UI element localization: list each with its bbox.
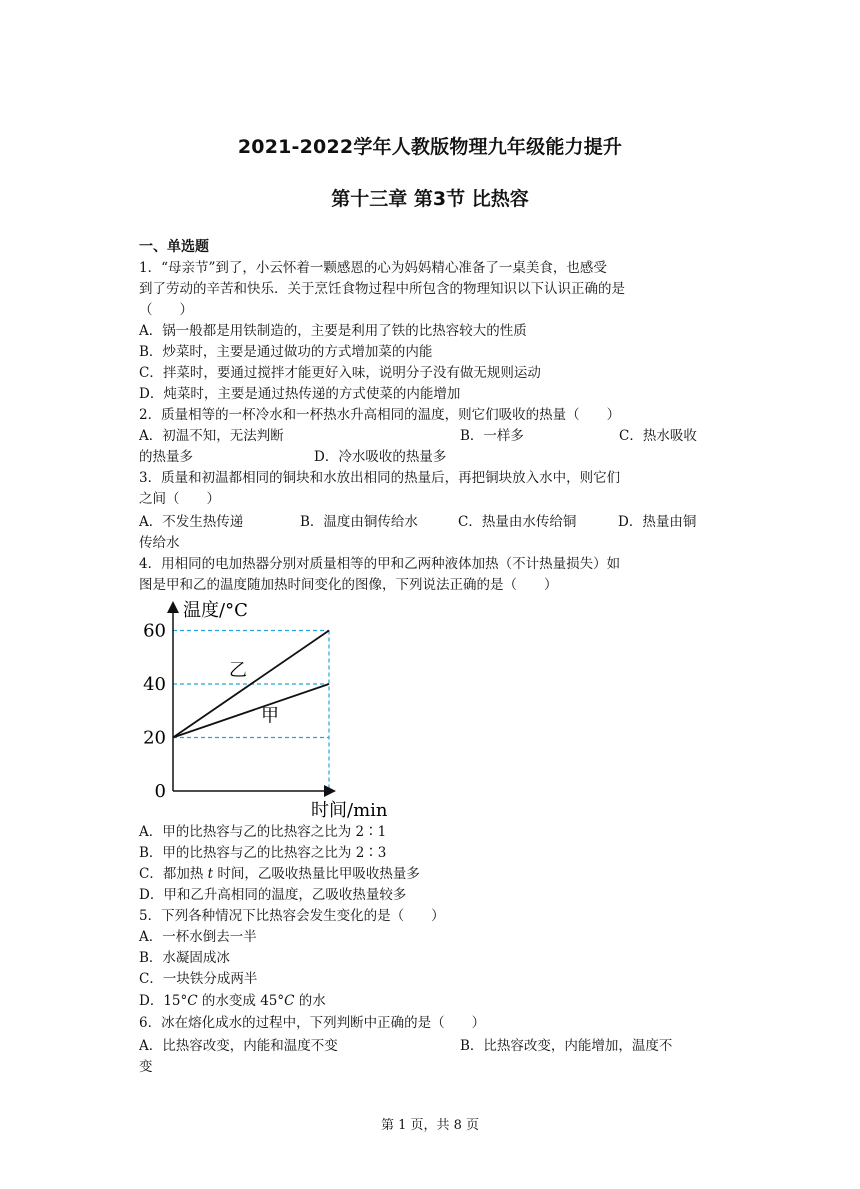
x-axis-label: 时间/min [311,800,388,821]
q5-stem: 5．下列各种情况下比热容会发生变化的是（ ） [139,908,445,924]
section-heading: 一、单选题 [139,239,209,255]
y-tick-label-60: 60 [143,620,166,642]
q2-option-b: B．一样多 [460,428,524,444]
q3-stem-line2: 之间（ ） [139,491,220,507]
q3-option-d: D．热量由铜 [618,514,697,530]
q6-option-b: B．比热容改变，内能增加，温度不 [460,1038,673,1054]
series-line-2 [173,684,329,738]
temperature-time-chart [139,598,399,823]
q5-option-d-middle: 的水变成 [197,993,261,1009]
series-label-1: 乙 [229,659,247,681]
q4-option-c [139,864,420,884]
q3-option-d-continued: 传给水 [139,535,180,551]
q6-stem: 6．冰在熔化成水的过程中，下列判断中正确的是（ ） [139,1015,486,1031]
q3-option-c: C．热量由水传给铜 [458,514,577,530]
q3-option-a: A．不发生热传递 [139,514,244,530]
q4-option-c-variable: t [207,866,214,882]
q4-option-c-suffix: 时间，乙吸收热量比甲吸收热量多 [213,866,420,882]
document-subtitle: 第十三章 第3节 比热容 [331,188,529,210]
q1-stem-line2: 到了劳动的辛苦和快乐．关于烹饪食物过程中所包含的物理知识以下认识正确的是 [139,281,625,297]
q6-option-a: A．比热容改变，内能和温度不变 [139,1038,338,1054]
q5-option-d-unit2: °C [277,993,295,1009]
q5-option-a: A．一杯水倒去一半 [139,929,257,945]
q2-stem: 2．质量相等的一杯冷水和一杯热水升高相同的温度，则它们吸收的热量（ ） [139,407,621,423]
q5-option-b: B．水凝固成冰 [139,950,230,966]
q5-option-d-prefix: D． [139,993,164,1009]
y-tick-label-40: 40 [143,674,166,695]
q2-option-d: D．冷水吸收的热量多 [314,449,447,465]
q1-option-d: D．炖菜时，主要是通过热传递的方式使菜的内能增加 [139,386,461,402]
q4-option-d: D．甲和乙升高相同的温度，乙吸收热量较多 [139,887,407,903]
q4-option-b: B．甲的比热容与乙的比热容之比为 2∶3 [139,845,387,861]
q5-option-d-suffix: 的水 [294,993,326,1009]
q1-option-c: C．拌菜时，要通过搅拌才能更好入味，说明分子没有做无规则运动 [139,365,541,381]
q1-option-a: A．锅一般都是用铁制造的，主要是利用了铁的比热容较大的性质 [139,323,527,339]
y-tick-label-20: 20 [143,727,166,749]
q4-option-c-prefix: C．都加热 [139,866,208,882]
q5-option-c: C．一块铁分成两半 [139,971,258,987]
q2-option-c-continued: 的热量多 [139,449,193,465]
y-axis-label: 温度/°C [183,600,248,621]
series-label-2: 甲 [261,705,279,727]
page-footer: 第 1 页，共 8 页 [380,1118,480,1133]
q4-option-a: A．甲的比热容与乙的比热容之比为 2∶1 [139,824,387,840]
q3-stem-line1: 3．质量和初温都相同的铜块和水放出相同的热量后，再把铜块放入水中，则它们 [139,470,621,486]
y-tick-label-0: 0 [154,781,166,802]
q3-option-b: B．温度由铜传给水 [300,514,418,530]
q5-option-d-value2: 45 [260,993,278,1009]
q1-stem-line1: 1．“母亲节”到了，小云怀着一颗感恩的心为妈妈精心准备了一桌美食，也感受 [139,260,607,276]
q4-stem-line2: 图是甲和乙的温度随加热时间变化的图像，下列说法正确的是（ ） [139,577,558,593]
q1-stem-line3: （ ） [139,302,193,318]
document-title: 2021-2022学年人教版物理九年级能力提升 [237,136,623,158]
q4-stem-line1: 4．用相同的电加热器分别对质量相等的甲和乙两种液体加热（不计热量损失）如 [139,556,621,572]
q1-option-b: B．炒菜时，主要是通过做功的方式增加菜的内能 [139,344,433,360]
q5-option-d-unit1: °C [180,993,198,1009]
q6-option-b-continued: 变 [139,1059,153,1075]
q5-option-d [139,991,326,1011]
q2-option-c: C．热水吸收 [619,428,697,444]
q5-option-d-value1: 15 [163,993,181,1009]
q2-option-a: A．初温不知，无法判断 [139,428,284,444]
